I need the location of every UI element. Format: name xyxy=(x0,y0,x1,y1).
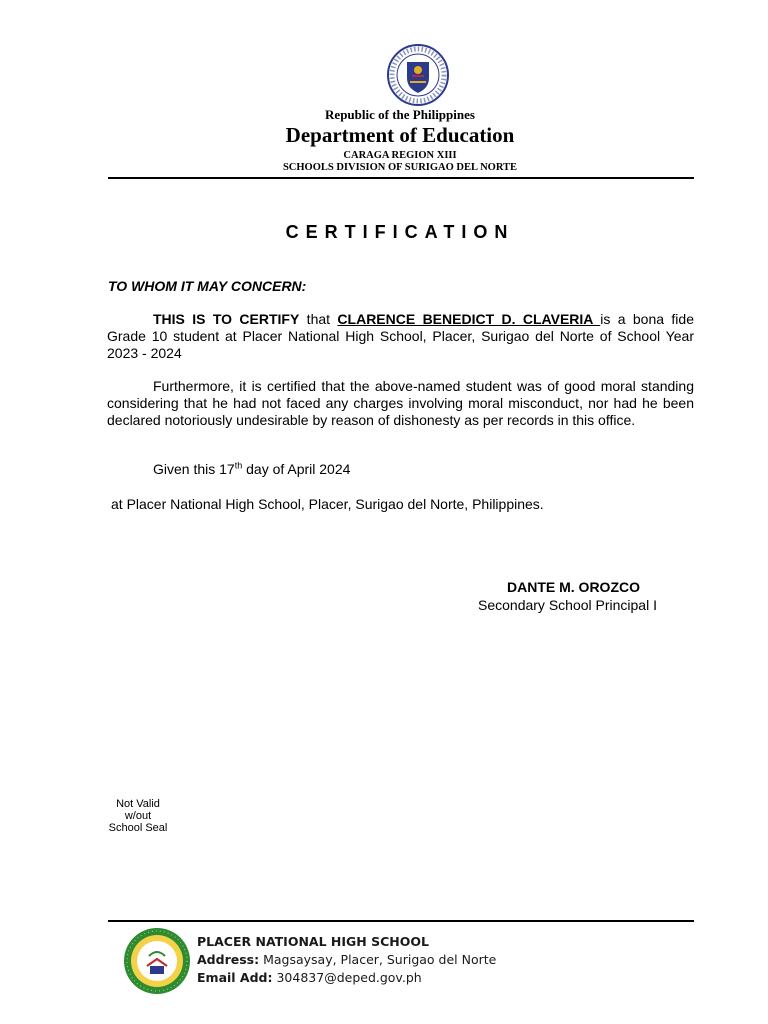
certify-rest: is a bona fide Grade 10 student at Placer National High School, Placer, Surigao del Norte of School Year 2023 - 2024 xyxy=(107,311,694,361)
student-name: CLARENCE BENEDICT D. CLAVERIA xyxy=(337,311,601,327)
note-line-3: School Seal xyxy=(108,822,168,834)
footer-school-name: PLACER NATIONAL HIGH SCHOOL xyxy=(197,934,429,949)
address-label: Address: xyxy=(197,952,260,967)
footer-address xyxy=(197,952,496,967)
certify-lead: THIS IS TO CERTIFY xyxy=(153,311,300,327)
salutation: TO WHOM IT MAY CONCERN: xyxy=(108,278,307,294)
given-prefix: Given this 17 xyxy=(153,461,235,477)
republic-line: Republic of the Philippines xyxy=(325,107,475,122)
region-line: CARAGA REGION XIII xyxy=(343,150,457,161)
school-seal-icon xyxy=(122,926,192,996)
footer-divider xyxy=(108,920,694,922)
deped-seal-icon xyxy=(382,44,454,106)
certify-that: that xyxy=(299,311,338,327)
given-suffix: day of April 2024 xyxy=(242,461,351,477)
given-sup: th xyxy=(234,460,243,471)
email-label: Email Add: xyxy=(197,970,273,985)
certify-paragraph xyxy=(107,311,694,362)
note-line-2: w/out xyxy=(124,810,152,822)
signatory-title: Secondary School Principal I xyxy=(478,597,657,613)
footer-email xyxy=(197,970,422,985)
validity-note xyxy=(100,798,176,834)
division-line: SCHOOLS DIVISION OF SURIGAO DEL NORTE xyxy=(282,162,518,173)
signatory-name: DANTE M. OROZCO xyxy=(507,579,640,595)
email-value: 304837@deped.gov.ph xyxy=(272,970,422,985)
header-divider xyxy=(108,177,694,179)
moral-paragraph: Furthermore, it is certified that the above-named student was of good moral standing considering that he had not faced any charges involving moral misconduct, nor had he been declared notoriously undesirable by reason of dishonesty as per records in this office. xyxy=(107,378,694,428)
note-line-1: Not Valid xyxy=(116,798,160,810)
address-value: Magsaysay, Placer, Surigao del Norte xyxy=(259,952,497,967)
given-place: at Placer National High School, Placer, Surigao del Norte, Philippines. xyxy=(111,496,544,512)
document-title: CERTIFICATION xyxy=(285,222,515,242)
given-date xyxy=(153,461,350,477)
department-title: Department of Education xyxy=(285,123,515,147)
